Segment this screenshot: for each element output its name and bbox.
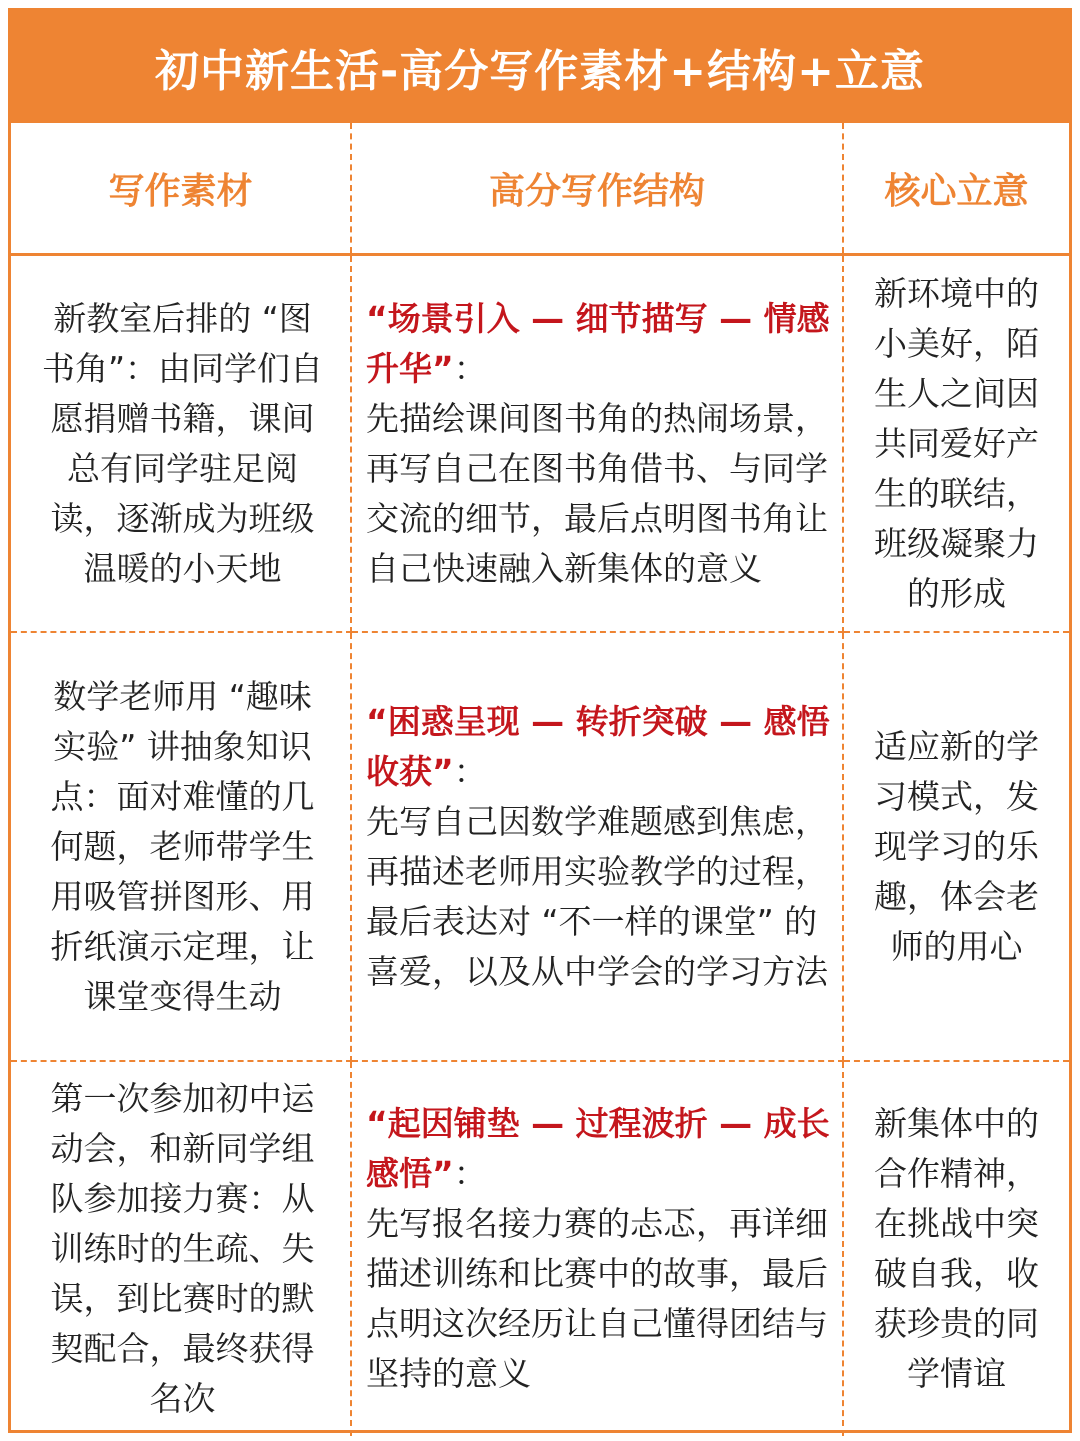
material-cell: 数学老师用 “趣味实验” 讲抽象知识点：面对难懂的几何题，老师带学生用吸管拼图形、用折纸演示定理，让课堂变得生动 xyxy=(11,632,351,1061)
header-structure: 高分写作结构 xyxy=(351,123,843,255)
structure-cell xyxy=(351,1061,843,1436)
structure-body: 先描绘课间图书角的热闹场景，再写自己在图书角借书、与同学交流的细节，最后点明图书角让自己快速融入新集体的意义 xyxy=(366,398,828,588)
idea-cell: 适应新的学习模式，发现学习的乐趣，体会老师的用心 xyxy=(843,632,1069,1061)
writing-table xyxy=(11,123,1069,1436)
table-row xyxy=(11,255,1069,633)
structure-colon: ： xyxy=(453,348,487,388)
material-cell: 新教室后排的 “图书角”：由同学们自愿捐赠书籍，课间总有同学驻足阅读，逐渐成为班级温暖的小天地 xyxy=(11,255,351,633)
idea-cell: 新集体中的合作精神，在挑战中突破自我，收获珍贵的同学情谊 xyxy=(874,1104,1039,1393)
header-row xyxy=(11,123,1069,255)
material-cell: 第一次参加初中运动会，和新同学组队参加接力赛：从训练时的生疏、失误，到比赛时的默契配合，最终获得名次 xyxy=(11,1061,351,1436)
table-row xyxy=(11,1061,1069,1436)
header-material: 写作素材 xyxy=(11,123,351,255)
structure-title: “困惑呈现 — 转折突破 — 感悟收获” xyxy=(366,701,830,791)
structure-cell xyxy=(351,255,843,633)
structure-title: “场景引入 — 细节描写 — 情感升华” xyxy=(366,298,830,388)
page-title: 初中新生活-高分写作素材+结构+立意 xyxy=(11,11,1069,123)
idea-cell: 新环境中的小美好，陌生人之间因共同爱好产生的联结，班级凝聚力的形成 xyxy=(843,255,1069,633)
table-frame xyxy=(8,8,1072,1433)
structure-title: “起因铺垫 — 过程波折 — 成长感悟” xyxy=(366,1104,830,1193)
structure-cell xyxy=(351,632,843,1061)
header-idea: 核心立意 xyxy=(843,123,1069,255)
structure-colon: ： xyxy=(453,1154,487,1193)
structure-body: 先写报名接力赛的忐忑，再详细描述训练和比赛中的故事，最后点明这次经历让自己懂得团结与坚持的意义 xyxy=(366,1204,828,1393)
structure-body: 先写自己因数学难题感到焦虑，再描述老师用实验教学的过程，最后表达对 “不一样的课堂” 的喜爱，以及从中学会的学习方法 xyxy=(366,801,828,991)
structure-colon: ： xyxy=(453,751,487,791)
table-row xyxy=(11,632,1069,1061)
